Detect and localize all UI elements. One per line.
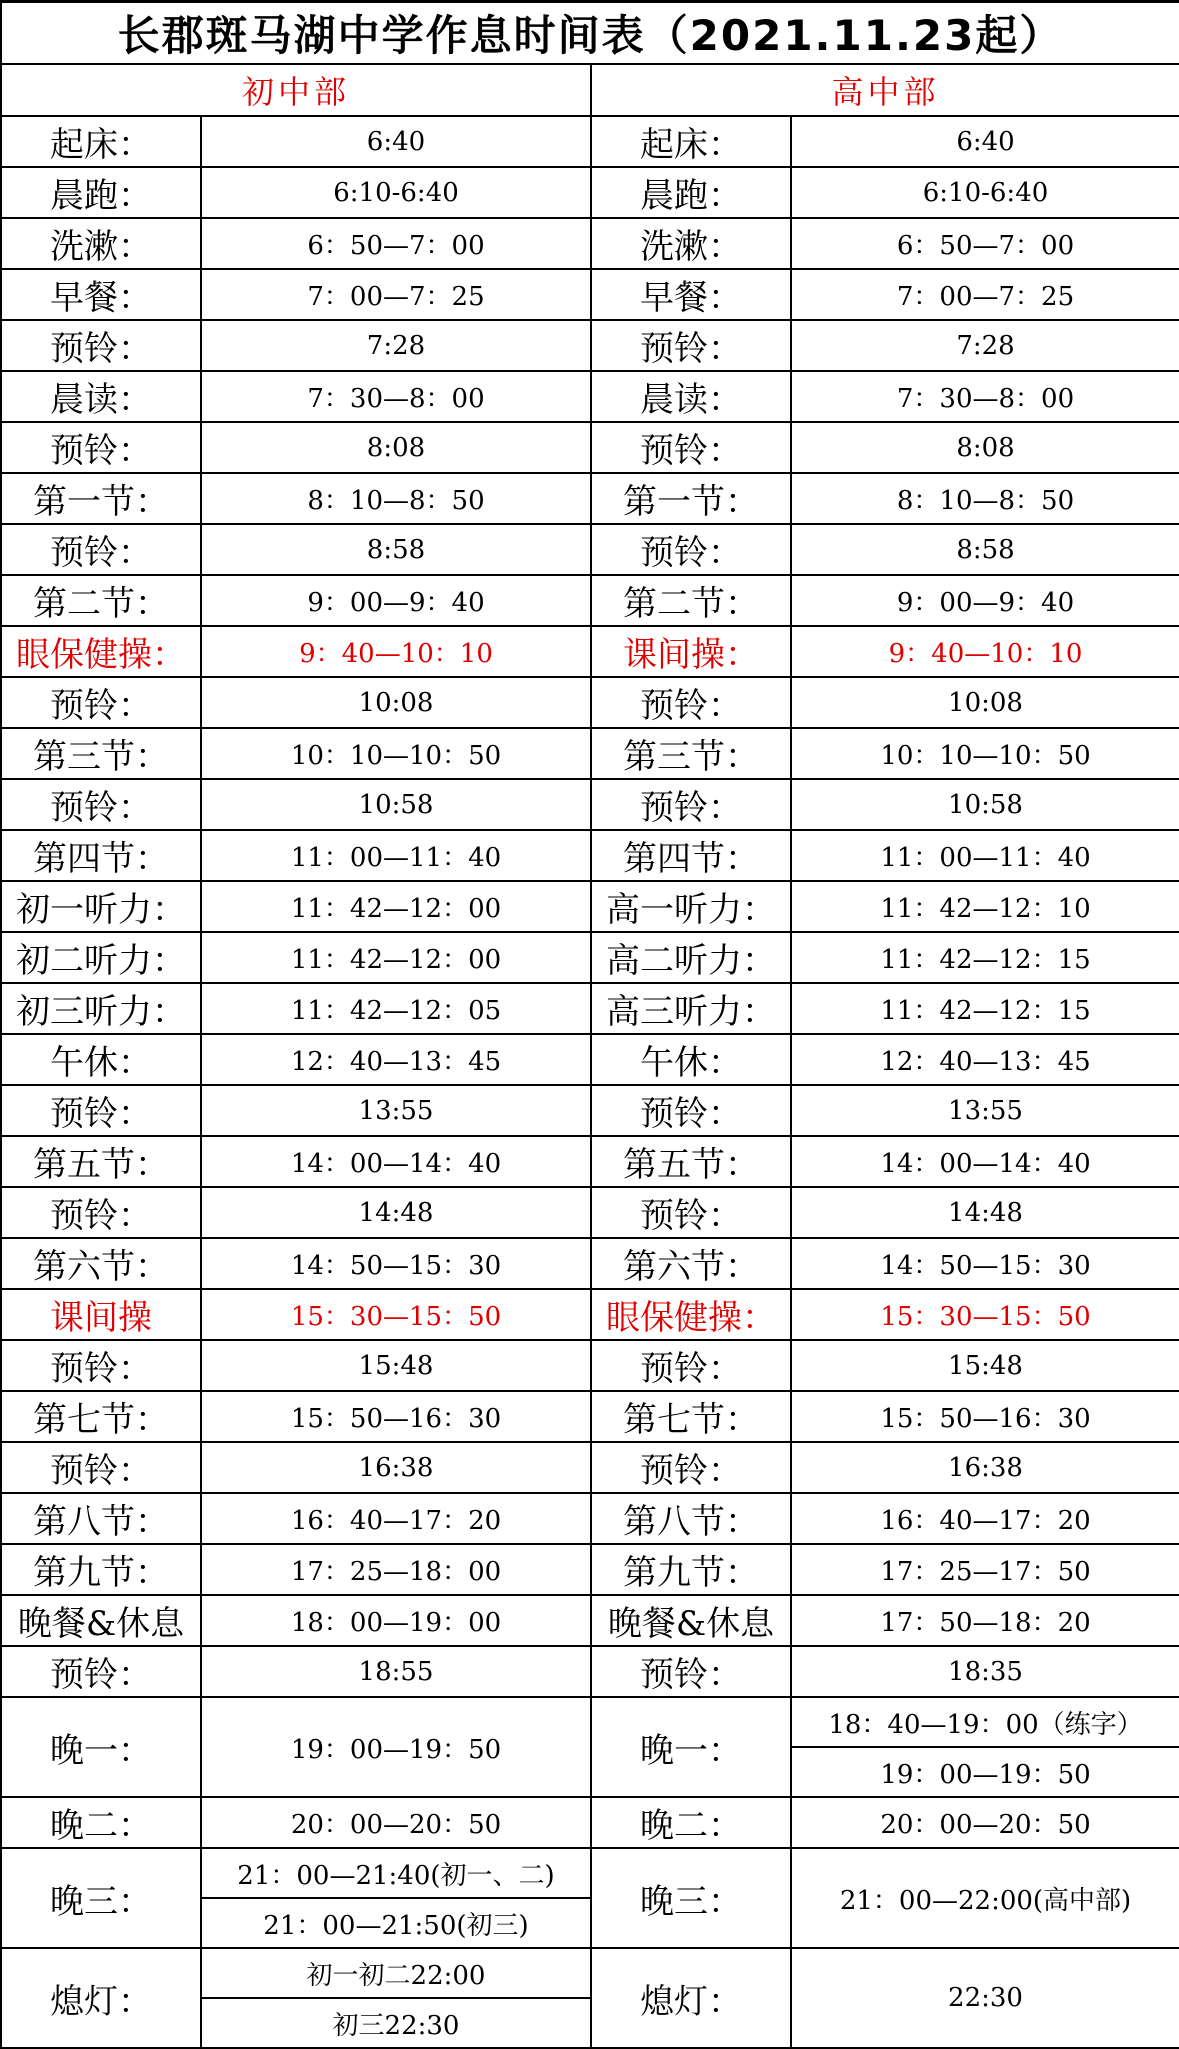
- senior-time: 11：42—12：10: [791, 881, 1179, 932]
- senior-label: 高一听力：: [591, 881, 791, 932]
- junior-time: 17：25—18：00: [201, 1544, 591, 1595]
- senior-label: 第四节：: [591, 830, 791, 881]
- junior-label: 晨跑：: [1, 167, 201, 218]
- junior-time: 6:10-6:40: [201, 167, 591, 218]
- senior-time: 16：40—17：20: [791, 1493, 1179, 1544]
- junior-label: 第一节：: [1, 473, 201, 524]
- senior-time: 8:08: [791, 422, 1179, 473]
- junior-time: 16:38: [201, 1442, 591, 1493]
- schedule-row: [1, 473, 1179, 524]
- junior-time: 21：00—21:40(初一、二): [201, 1848, 591, 1898]
- schedule-row: [1, 626, 1179, 677]
- senior-time: 9：40—10：10: [791, 626, 1179, 677]
- senior-time: 7：00—7：25: [791, 269, 1179, 320]
- senior-label: 熄灯：: [591, 1948, 791, 2048]
- senior-time: 14：50—15：30: [791, 1238, 1179, 1289]
- schedule-row: [1, 116, 1179, 167]
- senior-time: 15：50—16：30: [791, 1391, 1179, 1442]
- junior-time: 14：50—15：30: [201, 1238, 591, 1289]
- junior-label: 预铃：: [1, 677, 201, 728]
- junior-label: 晚餐&休息: [1, 1595, 201, 1646]
- junior-label: 预铃：: [1, 524, 201, 575]
- junior-label: 洗漱：: [1, 218, 201, 269]
- junior-time: 13:55: [201, 1085, 591, 1136]
- junior-label: 预铃：: [1, 1340, 201, 1391]
- senior-time: 18:35: [791, 1646, 1179, 1697]
- senior-time: 11：42—12：15: [791, 983, 1179, 1034]
- junior-time: 6：50—7：00: [201, 218, 591, 269]
- senior-time: 7：30—8：00: [791, 371, 1179, 422]
- schedule-row: [1, 1493, 1179, 1544]
- junior-time: 15:48: [201, 1340, 591, 1391]
- junior-label: 预铃：: [1, 779, 201, 830]
- senior-label: 第九节：: [591, 1544, 791, 1595]
- senior-time: 18：40—19：00（练字）: [791, 1697, 1179, 1747]
- schedule-row: [1, 1442, 1179, 1493]
- senior-time: 15:48: [791, 1340, 1179, 1391]
- junior-time: 14:48: [201, 1187, 591, 1238]
- senior-time: 8:58: [791, 524, 1179, 575]
- section-header-row: [1, 64, 1179, 116]
- senior-label: 晨跑：: [591, 167, 791, 218]
- junior-time: 11：00—11：40: [201, 830, 591, 881]
- senior-label: 晚一：: [591, 1697, 791, 1797]
- senior-label: 第六节：: [591, 1238, 791, 1289]
- junior-label: 预铃：: [1, 320, 201, 371]
- junior-label: 晚一：: [1, 1697, 201, 1797]
- schedule-row: [1, 983, 1179, 1034]
- senior-label: 第五节：: [591, 1136, 791, 1187]
- senior-time: 6：50—7：00: [791, 218, 1179, 269]
- senior-time: 6:10-6:40: [791, 167, 1179, 218]
- junior-label: 预铃：: [1, 1085, 201, 1136]
- junior-time: 6:40: [201, 116, 591, 167]
- senior-label: 预铃：: [591, 422, 791, 473]
- junior-time: 初三22:30: [201, 1998, 591, 2048]
- schedule-row: [1, 371, 1179, 422]
- senior-label: 晚三：: [591, 1848, 791, 1948]
- junior-label: 预铃：: [1, 1646, 201, 1697]
- senior-time: 14:48: [791, 1187, 1179, 1238]
- schedule-row: [1, 524, 1179, 575]
- senior-label: 预铃：: [591, 677, 791, 728]
- senior-section-header: 高中部: [591, 64, 1179, 116]
- senior-label: 高三听力：: [591, 983, 791, 1034]
- schedule-row: [1, 728, 1179, 779]
- junior-time: 16：40—17：20: [201, 1493, 591, 1544]
- junior-label: 第五节：: [1, 1136, 201, 1187]
- senior-label: 课间操：: [591, 626, 791, 677]
- senior-time: 12：40—13：45: [791, 1034, 1179, 1085]
- junior-section-header: 初中部: [1, 64, 591, 116]
- junior-time: 7：30—8：00: [201, 371, 591, 422]
- senior-time: 14：00—14：40: [791, 1136, 1179, 1187]
- junior-time: 20：00—20：50: [201, 1797, 591, 1848]
- junior-time: 9：00—9：40: [201, 575, 591, 626]
- junior-time: 9：40—10：10: [201, 626, 591, 677]
- schedule-row: [1, 1136, 1179, 1187]
- evening2-row: [1, 1797, 1179, 1848]
- schedule-row: [1, 1187, 1179, 1238]
- junior-time: 10:58: [201, 779, 591, 830]
- schedule-row: [1, 422, 1179, 473]
- senior-time: 17：50—18：20: [791, 1595, 1179, 1646]
- junior-label: 眼保健操：: [1, 626, 201, 677]
- junior-time: 15：30—15：50: [201, 1289, 591, 1340]
- senior-time: 22:30: [791, 1948, 1179, 2048]
- schedule-row: [1, 1595, 1179, 1646]
- junior-label: 早餐：: [1, 269, 201, 320]
- senior-time: 21：00—22:00(高中部): [791, 1848, 1179, 1948]
- schedule-row: [1, 269, 1179, 320]
- evening1-row: [1, 1697, 1179, 1747]
- schedule-row: [1, 218, 1179, 269]
- junior-time: 19：00—19：50: [201, 1697, 591, 1797]
- senior-time: 19：00—19：50: [791, 1747, 1179, 1797]
- junior-time: 7：00—7：25: [201, 269, 591, 320]
- junior-label: 课间操: [1, 1289, 201, 1340]
- junior-label: 晚三：: [1, 1848, 201, 1948]
- junior-label: 晨读：: [1, 371, 201, 422]
- junior-label: 第六节：: [1, 1238, 201, 1289]
- junior-time: 12：40—13：45: [201, 1034, 591, 1085]
- senior-time: 10：10—10：50: [791, 728, 1179, 779]
- junior-label: 第三节：: [1, 728, 201, 779]
- senior-label: 第八节：: [591, 1493, 791, 1544]
- senior-time: 20：00—20：50: [791, 1797, 1179, 1848]
- senior-label: 高二听力：: [591, 932, 791, 983]
- evening3-row: [1, 1848, 1179, 1898]
- senior-label: 晚餐&休息: [591, 1595, 791, 1646]
- schedule-row: [1, 779, 1179, 830]
- senior-label: 第七节：: [591, 1391, 791, 1442]
- junior-label: 第八节：: [1, 1493, 201, 1544]
- junior-label: 起床：: [1, 116, 201, 167]
- senior-label: 第三节：: [591, 728, 791, 779]
- junior-time: 7:28: [201, 320, 591, 371]
- junior-time: 8:08: [201, 422, 591, 473]
- senior-label: 第一节：: [591, 473, 791, 524]
- junior-label: 熄灯：: [1, 1948, 201, 2048]
- senior-time: 10:08: [791, 677, 1179, 728]
- junior-label: 第四节：: [1, 830, 201, 881]
- junior-time: 11：42—12：00: [201, 932, 591, 983]
- schedule-row: [1, 1085, 1179, 1136]
- senior-label: 洗漱：: [591, 218, 791, 269]
- senior-time: 16:38: [791, 1442, 1179, 1493]
- junior-label: 第九节：: [1, 1544, 201, 1595]
- junior-label: 预铃：: [1, 1442, 201, 1493]
- junior-label: 第二节：: [1, 575, 201, 626]
- senior-label: 预铃：: [591, 1187, 791, 1238]
- junior-time: 21：00—21:50(初三): [201, 1898, 591, 1948]
- senior-label: 预铃：: [591, 1442, 791, 1493]
- senior-label: 预铃：: [591, 524, 791, 575]
- schedule-row: [1, 1646, 1179, 1697]
- junior-time: 初一初二22:00: [201, 1948, 591, 1998]
- schedule-row: [1, 320, 1179, 371]
- junior-label: 预铃：: [1, 1187, 201, 1238]
- senior-label: 预铃：: [591, 779, 791, 830]
- title-row: [1, 2, 1179, 65]
- junior-label: 初二听力：: [1, 932, 201, 983]
- senior-time: 10:58: [791, 779, 1179, 830]
- senior-label: 午休：: [591, 1034, 791, 1085]
- junior-time: 8：10—8：50: [201, 473, 591, 524]
- senior-label: 第二节：: [591, 575, 791, 626]
- junior-time: 10：10—10：50: [201, 728, 591, 779]
- page-title: 长郡斑马湖中学作息时间表（2021.11.23起）: [1, 2, 1179, 65]
- schedule-row: [1, 932, 1179, 983]
- schedule-row: [1, 1238, 1179, 1289]
- junior-label: 初三听力：: [1, 983, 201, 1034]
- junior-time: 11：42—12：05: [201, 983, 591, 1034]
- schedule-row: [1, 1289, 1179, 1340]
- senior-label: 预铃：: [591, 1340, 791, 1391]
- schedule-row: [1, 1544, 1179, 1595]
- junior-label: 晚二：: [1, 1797, 201, 1848]
- junior-label: 预铃：: [1, 422, 201, 473]
- junior-time: 18：00—19：00: [201, 1595, 591, 1646]
- senior-time: 11：42—12：15: [791, 932, 1179, 983]
- junior-time: 18:55: [201, 1646, 591, 1697]
- senior-time: 11：00—11：40: [791, 830, 1179, 881]
- senior-time: 15：30—15：50: [791, 1289, 1179, 1340]
- junior-time: 14：00—14：40: [201, 1136, 591, 1187]
- junior-time: 10:08: [201, 677, 591, 728]
- senior-label: 眼保健操：: [591, 1289, 791, 1340]
- schedule-row: [1, 677, 1179, 728]
- senior-label: 预铃：: [591, 1646, 791, 1697]
- junior-time: 11：42—12：00: [201, 881, 591, 932]
- senior-time: 9：00—9：40: [791, 575, 1179, 626]
- junior-time: 15：50—16：30: [201, 1391, 591, 1442]
- schedule-row: [1, 1034, 1179, 1085]
- senior-label: 预铃：: [591, 320, 791, 371]
- schedule-row: [1, 830, 1179, 881]
- senior-time: 8：10—8：50: [791, 473, 1179, 524]
- schedule-row: [1, 1391, 1179, 1442]
- schedule-row: [1, 881, 1179, 932]
- junior-time: 8:58: [201, 524, 591, 575]
- schedule-row: [1, 575, 1179, 626]
- senior-label: 早餐：: [591, 269, 791, 320]
- senior-time: 17：25—17：50: [791, 1544, 1179, 1595]
- junior-label: 第七节：: [1, 1391, 201, 1442]
- lights-out-row: [1, 1948, 1179, 1998]
- senior-label: 起床：: [591, 116, 791, 167]
- senior-time: 7:28: [791, 320, 1179, 371]
- schedule-row: [1, 1340, 1179, 1391]
- schedule-row: [1, 167, 1179, 218]
- senior-label: 晚二：: [591, 1797, 791, 1848]
- senior-label: 预铃：: [591, 1085, 791, 1136]
- senior-time: 13:55: [791, 1085, 1179, 1136]
- junior-label: 初一听力：: [1, 881, 201, 932]
- senior-label: 晨读：: [591, 371, 791, 422]
- senior-time: 6:40: [791, 116, 1179, 167]
- junior-label: 午休：: [1, 1034, 201, 1085]
